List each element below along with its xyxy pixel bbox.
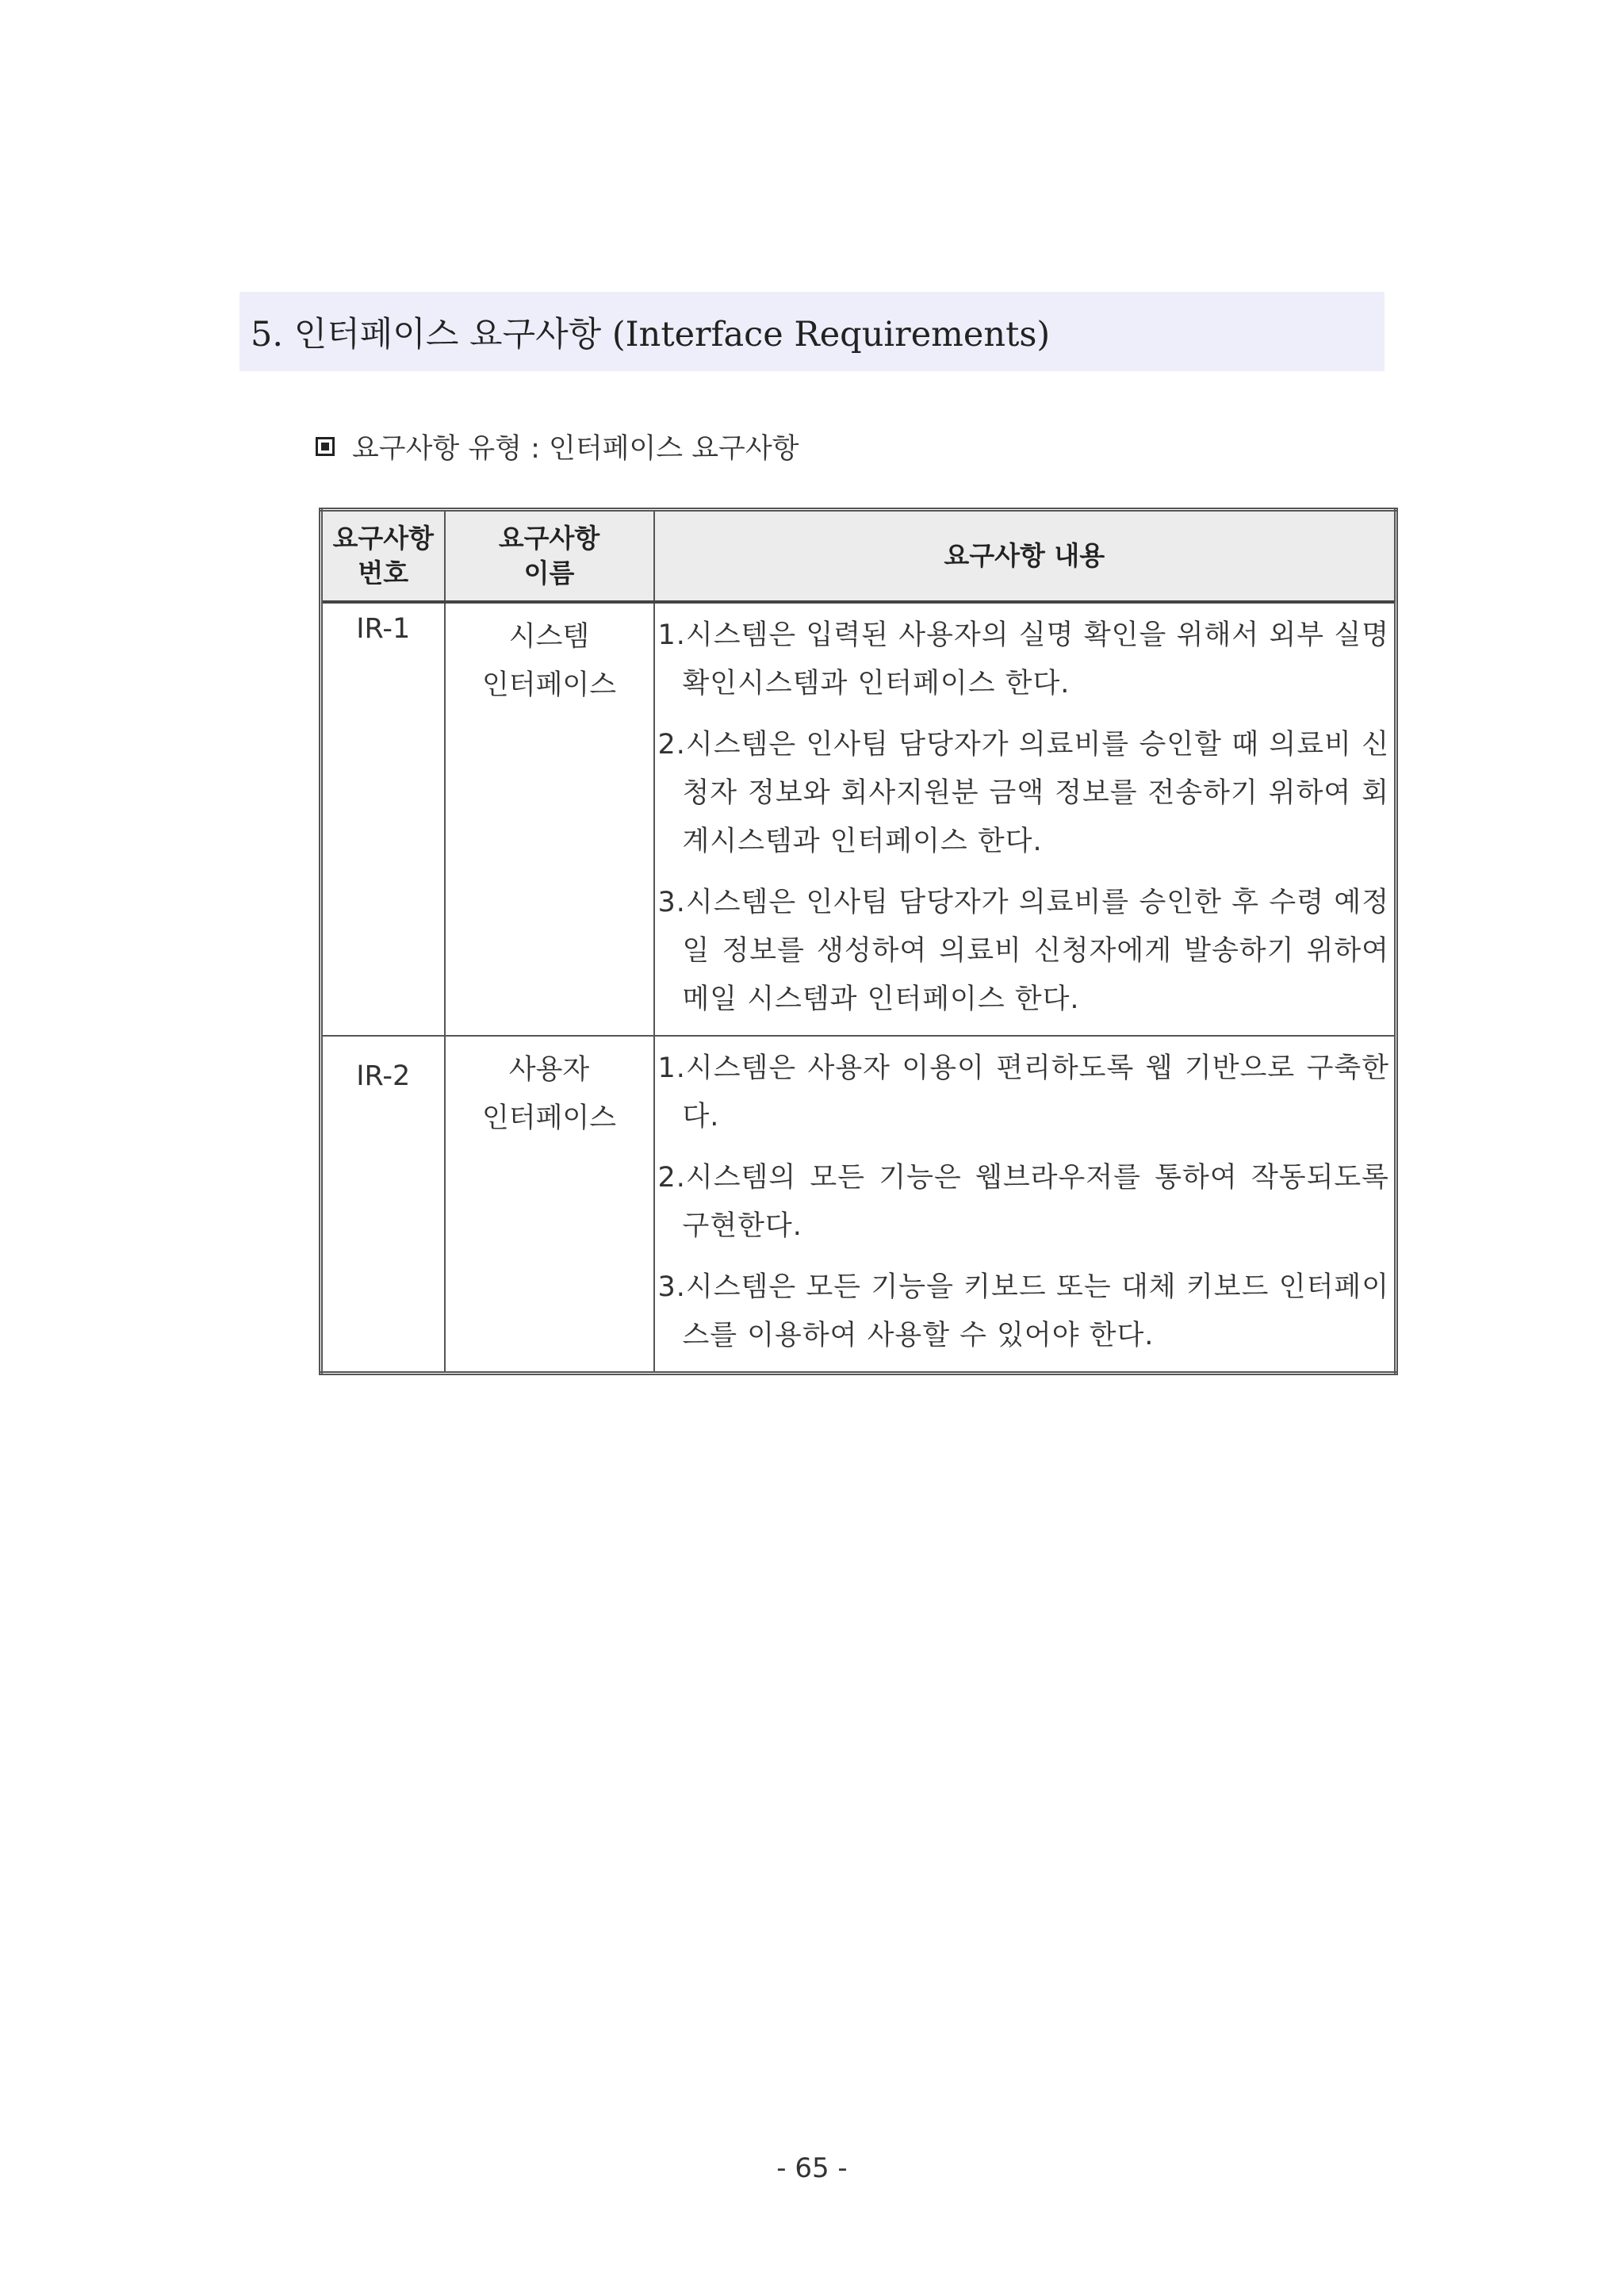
requirement-item: 2.시스템의 모든 기능은 웹브라우저를 통하여 작동되도록 구현한다. xyxy=(657,1162,1389,1242)
requirement-item: 1.시스템은 입력된 사용자의 실명 확인을 위해서 외부 실명확인시스템과 인터페이스 한다. xyxy=(657,619,1389,700)
table-header-row xyxy=(321,510,1396,603)
requirement-item: 1.시스템은 사용자 이용이 편리하도록 웹 기반으로 구축한다. xyxy=(657,1052,1389,1133)
page-number: - 65 - xyxy=(776,2152,848,2184)
requirement-type-line xyxy=(316,427,799,466)
requirement-name-line2: 인터페이스 xyxy=(481,669,617,701)
table-row xyxy=(321,1036,1396,1374)
filled-square-icon xyxy=(316,437,335,456)
section-title xyxy=(239,292,1385,371)
requirement-name-line1: 사용자 xyxy=(508,1054,590,1086)
requirement-name-line2: 인터페이스 xyxy=(481,1102,617,1134)
header-name-line2: 이름 xyxy=(523,558,575,588)
requirement-content xyxy=(654,602,1396,1036)
section-title-text: 5. 인터페이스 요구사항 (Interface Requirements) xyxy=(251,314,1051,355)
requirements-table xyxy=(319,508,1398,1375)
requirement-name-line1: 시스템 xyxy=(508,621,590,653)
requirement-name xyxy=(445,602,654,1036)
header-number-line2: 번호 xyxy=(358,558,409,588)
requirement-item: 2.시스템은 인사팀 담당자가 의료비를 승인할 때 의료비 신청자 정보와 회사지원분 금액 정보를 전송하기 위하여 회계시스템과 인터페이스 한다. xyxy=(657,729,1389,857)
header-requirement-content: 요구사항 내용 xyxy=(654,510,1396,603)
header-name-line1: 요구사항 xyxy=(498,523,600,554)
header-number-line1: 요구사항 xyxy=(332,523,434,554)
requirement-item: 3.시스템은 모든 기능을 키보드 또는 대체 키보드 인터페이스를 이용하여 사용할 수 있어야 한다. xyxy=(657,1271,1389,1351)
table-row xyxy=(321,602,1396,1036)
requirement-type-text: 요구사항 유형 : 인터페이스 요구사항 xyxy=(352,433,799,465)
requirement-name xyxy=(445,1036,654,1374)
requirement-content xyxy=(654,1036,1396,1374)
header-requirement-name xyxy=(445,510,654,603)
requirement-id: IR-2 xyxy=(321,1036,445,1374)
requirement-item: 3.시스템은 인사팀 담당자가 의료비를 승인한 후 수령 예정일 정보를 생성하여 의료비 신청자에게 발송하기 위하여 메일 시스템과 인터페이스 한다. xyxy=(657,887,1389,1015)
requirement-id: IR-1 xyxy=(321,602,445,1036)
header-requirement-number xyxy=(321,510,445,603)
